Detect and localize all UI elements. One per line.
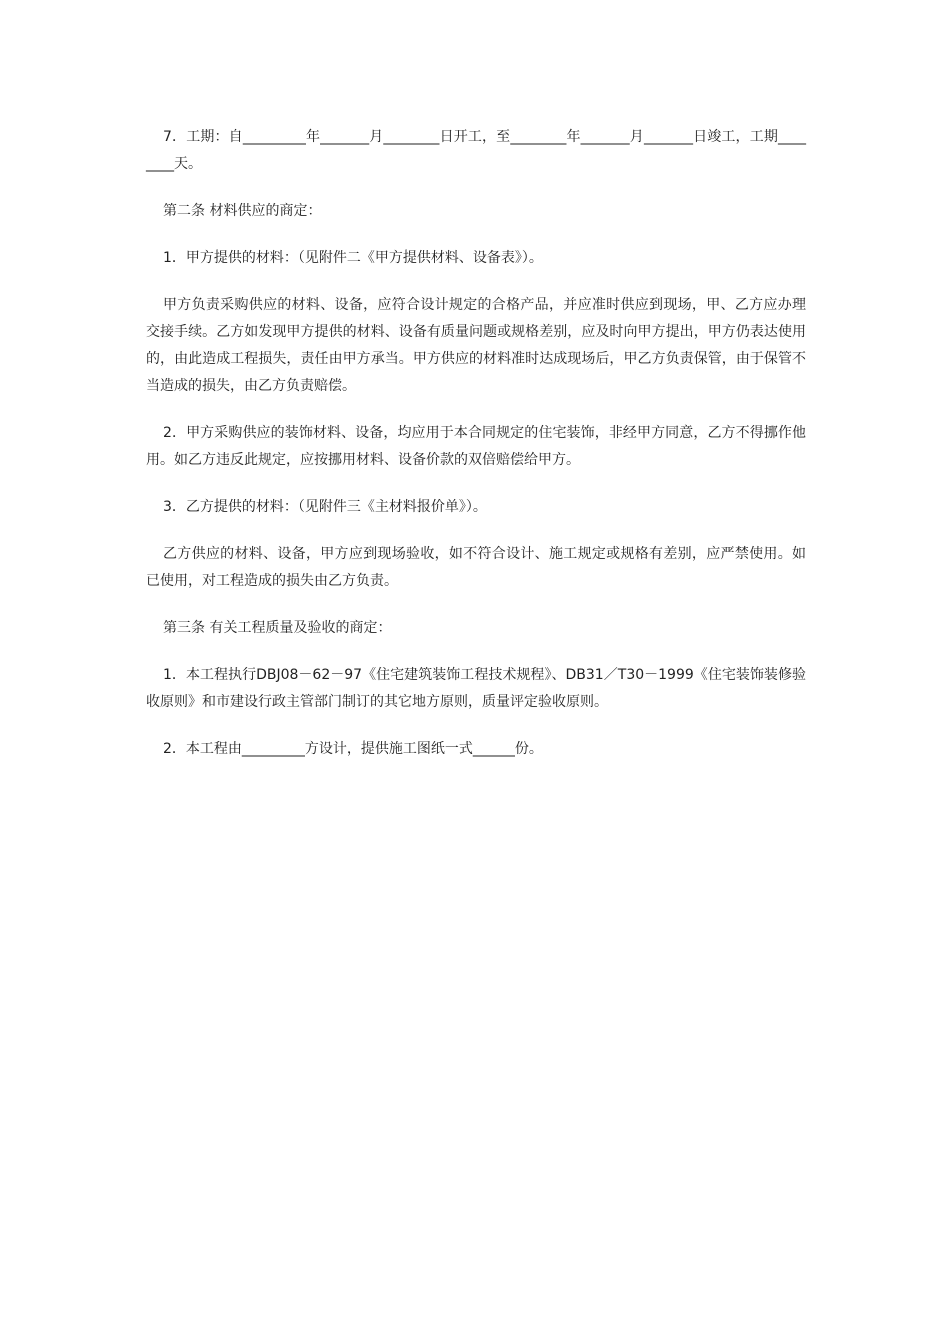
clause-design: 2．本工程由_________方设计，提供施工图纸一式______份。 xyxy=(163,741,543,757)
clause-party-a-materials: 1．甲方提供的材料：（见附件二《甲方提供材料、设备表》）。 xyxy=(163,250,543,266)
paragraph-party-a-supply: 甲方负责采购供应的材料、设备，应符合设计规定的合格产品，并应准时供应到现场，甲、乙方应办理交接手续。乙方如发现甲方提供的材料、设备有质量问题或规格差别，应及时向甲方提出，甲方仍表达使用的，由此造成工程损失，责任由甲方承当。甲方供应的材料准时达成现场后，甲乙方负责保管，由于保管不当造成的损失，由乙方负责赔偿。 xyxy=(146,297,806,394)
article-2-heading: 第二条 材料供应的商定： xyxy=(163,203,322,219)
paragraph-party-b-supply: 乙方供应的材料、设备，甲方应到现场验收，如不符合设计、施工规定或规格有差别，应严禁使用。如已使用，对工程造成的损失由乙方负责。 xyxy=(146,546,806,589)
clause-party-b-materials: 3．乙方提供的材料：（见附件三《主材料报价单》）。 xyxy=(163,499,487,515)
clause-decoration-materials: 2．甲方采购供应的装饰材料、设备，均应用于本合同规定的住宅装饰，非经甲方同意，乙方不得挪作他用。如乙方违反此规定，应按挪用材料、设备价款的双倍赔偿给甲方。 xyxy=(146,425,806,468)
article-3-heading: 第三条 有关工程质量及验收的商定： xyxy=(163,620,392,636)
clause-duration: 7．工期：自_________年_______月________日开工，至________年_______月_______日竣工，工期________天。 xyxy=(146,129,806,172)
document-page xyxy=(146,124,806,783)
clause-standards: 1．本工程执行DBJ08－62－97《住宅建筑装饰工程技术规程》、DB31／T30－1999《住宅装饰装修验收原则》和市建设行政主管部门制订的其它地方原则，质量评定验收原则。 xyxy=(146,667,806,710)
